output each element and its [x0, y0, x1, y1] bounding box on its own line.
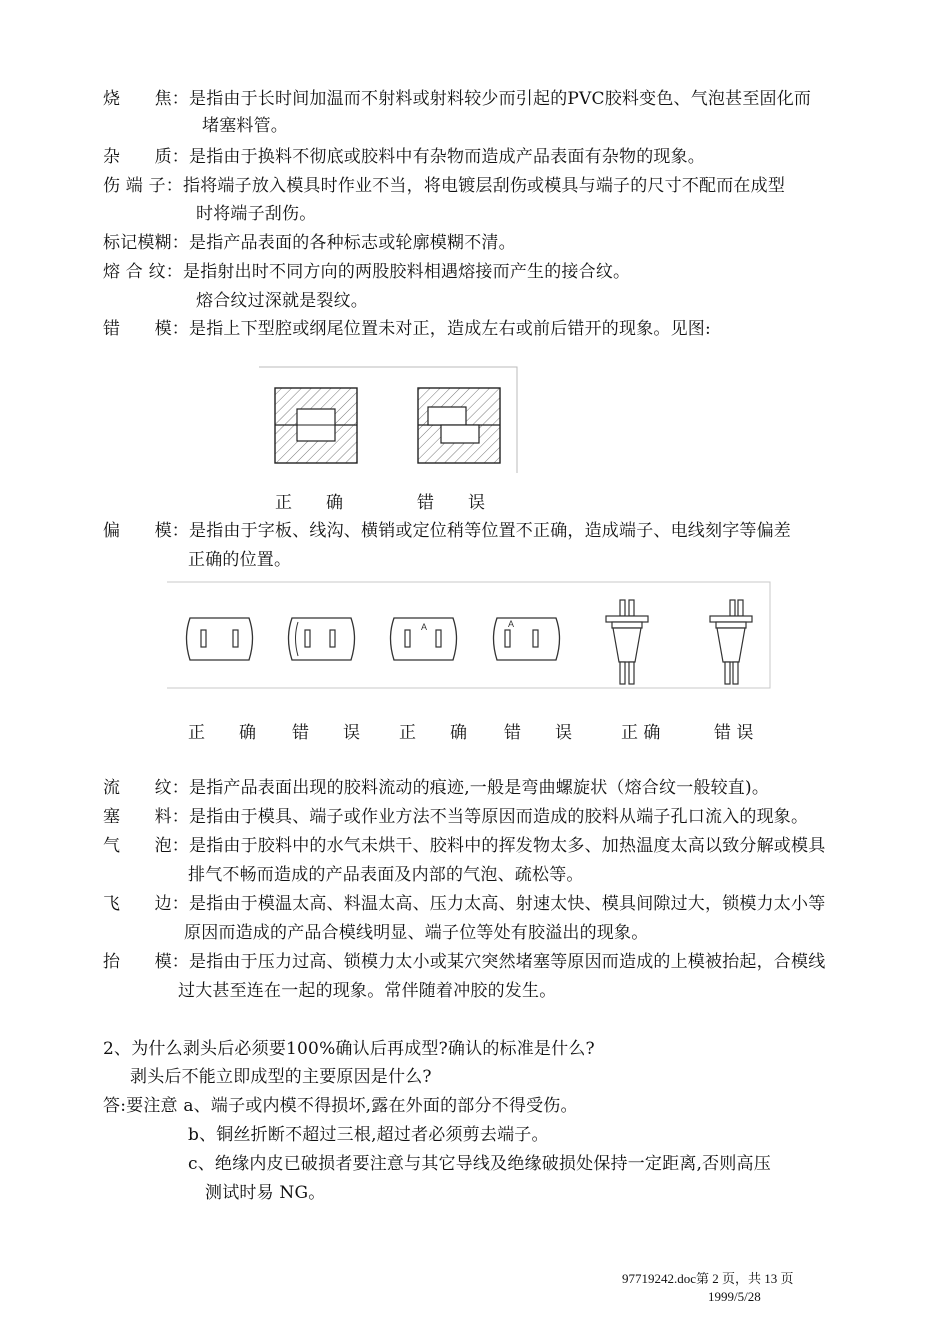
def-shaojiao-cont: 堵塞料管。: [202, 116, 288, 136]
def-qipao: [103, 835, 825, 857]
def-sailiao: [103, 806, 808, 828]
def-text: 是指射出时不同方向的两股胶料相遇熔接而产生的接合纹。: [183, 262, 631, 282]
polarity-mark: A: [508, 619, 515, 629]
def-ronghewen-cont: 熔合纹过深就是裂纹。: [196, 291, 368, 311]
def-zazhi: [103, 146, 705, 168]
def-term: 抬 模：: [103, 952, 189, 972]
def-text: 是指由于模具、端子或作业方法不当等原因而造成的胶料从端子孔口流入的现象。: [189, 807, 809, 827]
def-term: 塞 料：: [103, 807, 189, 827]
def-term: 气 泡：: [103, 836, 189, 856]
def-text: 是指由于长时间加温而不射料或射料较少而引起的PVC胶料变色、气泡甚至固化而: [189, 89, 812, 109]
def-feibian-cont: 原因而造成的产品合模线明显、端子位等处有胶溢出的现象。: [184, 923, 649, 943]
mold-alignment-figure: [255, 365, 520, 475]
def-liuwen: [103, 777, 769, 799]
def-text: 是指由于字板、线沟、横销或定位稍等位置不正确，造成端子、电线刻字等偏差: [189, 521, 791, 541]
polarity-mark: A: [421, 622, 428, 632]
def-pianmo-cont: 正确的位置。: [188, 550, 292, 570]
plug-front-correct: [187, 618, 253, 660]
fig2-label-6: 错 误: [714, 723, 754, 743]
fig1-label-correct: 正 确: [275, 493, 343, 513]
def-term: 错 模：: [103, 319, 189, 339]
fig2-label-2: 错 误: [292, 723, 360, 743]
plug-offset-figure: [165, 580, 773, 692]
fig2-label-1: 正 确: [188, 723, 256, 743]
def-text: 是指产品表面出现的胶料流动的痕迹,一般是弯曲螺旋状（熔合纹一般较直)。: [189, 778, 770, 798]
def-text: 是指由于换料不彻底或胶料中有杂物而造成产品表面有杂物的现象。: [189, 147, 705, 167]
fig2-label-3: 正 确: [399, 723, 467, 743]
def-text: 是指由于压力过高、锁模力太小或某穴突然堵塞等原因而造成的上模被抬起，合模线: [189, 952, 826, 972]
plug-side-incorrect: [710, 600, 752, 684]
def-term: 飞 边：: [103, 894, 189, 914]
def-term: 熔 合 纹：: [103, 262, 184, 282]
answer-b: b、铜丝折断不超过三根,超过者必须剪去端子。: [188, 1125, 549, 1145]
def-ronghewen: [103, 261, 630, 283]
def-qipao-cont: 排气不畅而造成的产品表面及内部的气泡、疏松等。: [188, 865, 584, 885]
def-term: 杂 质：: [103, 147, 189, 167]
footer-page-info: 97719242.doc第 2 页，共 13 页: [622, 1271, 794, 1286]
fig1-label-incorrect: 错 误: [417, 493, 485, 513]
def-text: 是指由于模温太高、料温太高、压力太高、射速太快、模具间隙过大，锁模力太小等: [189, 894, 826, 914]
def-text: 是指由于胶料中的水气未烘干、胶料中的挥发物太多、加热温度太高以致分解或模具: [189, 836, 826, 856]
def-biaojimohu: [103, 232, 516, 254]
def-cuomo: [103, 318, 711, 340]
def-shaojiao: [103, 88, 811, 110]
fig2-label-5: 正 确: [621, 723, 661, 743]
def-taimo: [103, 951, 825, 973]
def-taimo-cont: 过大甚至连在一起的现象。常伴随着冲胶的发生。: [178, 981, 557, 1001]
def-feibian: [103, 893, 825, 915]
def-term: 烧 焦：: [103, 89, 189, 109]
plug-front-incorrect: [289, 618, 355, 660]
correct-mold-diagram: [275, 388, 357, 463]
fig2-label-4: 错 误: [504, 723, 572, 743]
question-2-line1: 2、为什么剥头后必须要100%确认后再成型?确认的标准是什么?: [103, 1039, 595, 1059]
def-text: 指将端子放入模具时作业不当，将电镀层刮伤或模具与端子的尺寸不配而在成型: [183, 176, 786, 196]
def-text: 是指上下型腔或纲尾位置未对正，造成左右或前后错开的现象。见图:: [189, 319, 711, 339]
question-2-line2: 剥头后不能立即成型的主要原因是什么?: [130, 1067, 432, 1087]
def-shangduanzi: [103, 175, 785, 197]
def-term: 流 纹：: [103, 778, 189, 798]
answer-c-cont: 测试时易 NG。: [205, 1183, 326, 1203]
def-text: 是指产品表面的各种标志或轮廓模糊不清。: [189, 233, 516, 253]
def-term: 标记模糊：: [103, 233, 189, 253]
plug-marked-incorrect: [494, 618, 560, 660]
def-shangduanzi-cont: 时将端子刮伤。: [196, 204, 317, 224]
def-pianmo: [103, 520, 791, 542]
def-term: 偏 模：: [103, 521, 189, 541]
def-term: 伤 端 子：: [103, 176, 184, 196]
answer-a: 答:要注意 a、端子或内模不得损坏,露在外面的部分不得受伤。: [103, 1096, 578, 1116]
plug-side-correct: [606, 600, 648, 684]
footer-date: 1999/5/28: [708, 1289, 761, 1304]
incorrect-mold-diagram: [418, 388, 500, 463]
answer-c: c、绝缘内皮已破损者要注意与其它导线及绝缘破损处保持一定距离,否则高压: [188, 1154, 771, 1174]
plug-marked-correct: [391, 618, 457, 660]
